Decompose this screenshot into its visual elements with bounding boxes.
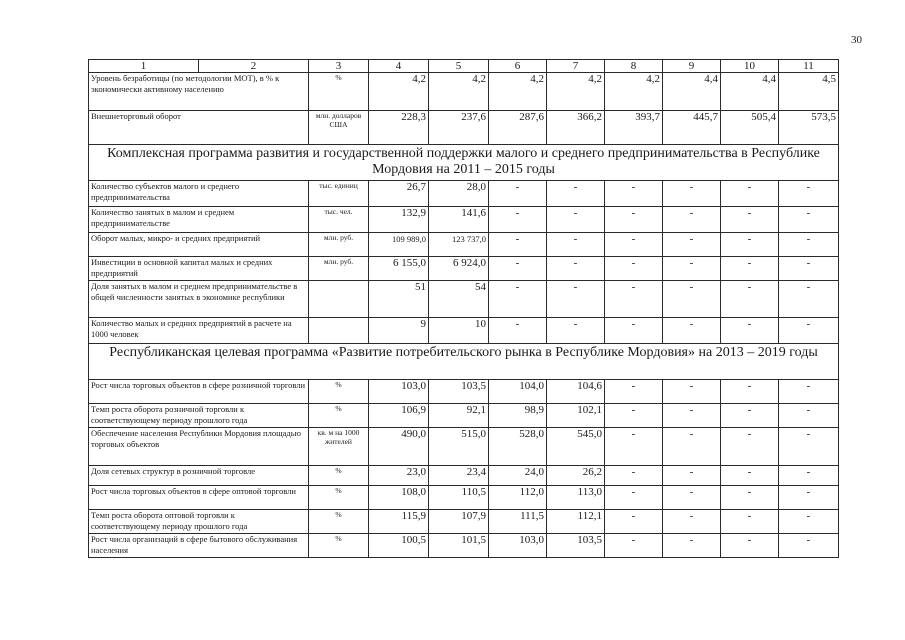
indicator-value: 237,6 [429,111,489,145]
indicator-value: - [779,207,839,233]
indicator-value: - [547,257,605,281]
indicator-value: - [663,534,721,558]
indicator-value: - [721,510,779,534]
indicator-value: - [663,281,721,318]
indicator-value: 4,2 [429,73,489,111]
indicator-value: - [605,181,663,207]
column-number: 5 [429,60,489,73]
indicator-value: 102,1 [547,404,605,428]
indicator-value: 108,0 [369,486,429,510]
column-number: 6 [489,60,547,73]
indicator-unit: % [309,404,369,428]
section-title: Комплексная программа развития и государственной поддержки малого и среднего предпринимательства в Республике Мордовия на 2011 – 2015 годы [89,145,839,181]
indicator-unit [309,281,369,318]
table-row [89,281,839,318]
indicator-unit: млн. долларов США [309,111,369,145]
indicator-value: 445,7 [663,111,721,145]
indicator-unit: % [309,466,369,486]
indicator-value: - [779,257,839,281]
column-number: 4 [369,60,429,73]
indicator-value: 103,0 [489,534,547,558]
table-row [89,428,839,466]
table-row [89,534,839,558]
indicator-value: - [605,207,663,233]
indicator-label: Оборот малых, микро- и средних предприятий [89,233,309,257]
indicator-value: 112,1 [547,510,605,534]
indicator-value: - [779,233,839,257]
indicator-value: - [605,380,663,404]
indicator-value: - [721,318,779,344]
indicator-value: 545,0 [547,428,605,466]
indicator-value: - [547,233,605,257]
indicator-value: 107,9 [429,510,489,534]
indicator-value: - [663,466,721,486]
indicator-value: 505,4 [721,111,779,145]
indicator-value: - [663,486,721,510]
indicator-value: - [605,257,663,281]
indicator-value: 4,2 [489,73,547,111]
indicator-value: - [489,233,547,257]
indicator-value: - [605,318,663,344]
indicator-unit: млн. руб. [309,233,369,257]
indicator-value: - [605,534,663,558]
indicator-value: 24,0 [489,466,547,486]
indicator-value: 98,9 [489,404,547,428]
indicator-value: - [663,428,721,466]
table-row [89,380,839,404]
indicator-unit: % [309,486,369,510]
column-number: 2 [199,60,309,73]
table-row [89,181,839,207]
indicator-value: 112,0 [489,486,547,510]
indicator-value: - [547,181,605,207]
indicator-value: 4,2 [369,73,429,111]
indicator-value: 287,6 [489,111,547,145]
indicator-value: 4,2 [605,73,663,111]
indicator-value: - [663,181,721,207]
indicator-value: 100,5 [369,534,429,558]
indicator-unit: % [309,73,369,111]
indicator-value: - [721,233,779,257]
indicator-value: - [721,380,779,404]
indicator-value: - [489,207,547,233]
indicator-value: 110,5 [429,486,489,510]
indicator-value: - [547,318,605,344]
column-number-row [89,60,839,73]
indicator-value: - [663,404,721,428]
indicator-value: 6 924,0 [429,257,489,281]
indicator-value: 141,6 [429,207,489,233]
indicator-value: - [779,534,839,558]
indicator-unit: % [309,510,369,534]
indicator-label: Доля занятых в малом и среднем предпринимательстве в общей численности занятых в экономике республики [89,281,309,318]
indicator-value: - [489,181,547,207]
indicator-value: 528,0 [489,428,547,466]
indicator-value: - [605,233,663,257]
table-row [89,111,839,145]
indicator-value: 54 [429,281,489,318]
indicator-value: - [663,207,721,233]
indicator-value: 4,5 [779,73,839,111]
indicator-value: - [779,510,839,534]
indicator-value: - [721,486,779,510]
indicator-value: - [605,404,663,428]
table-row [89,466,839,486]
table-row [89,318,839,344]
indicator-unit: кв. м на 1000 жителей [309,428,369,466]
column-number: 10 [721,60,779,73]
column-number: 11 [779,60,839,73]
indicator-value: 28,0 [429,181,489,207]
indicator-value: - [605,510,663,534]
indicator-value: - [489,318,547,344]
indicator-value: - [489,257,547,281]
indicator-value: 26,2 [547,466,605,486]
indicator-value: 393,7 [605,111,663,145]
indicator-value: - [663,233,721,257]
table-row [89,257,839,281]
indicator-value: 106,9 [369,404,429,428]
indicator-value: - [779,428,839,466]
indicator-value: 123 737,0 [429,233,489,257]
indicator-value: 103,5 [547,534,605,558]
indicator-unit: тыс. чел. [309,207,369,233]
indicator-label: Уровень безработицы (по методологии МОТ), в % к экономически активному населению [89,73,309,111]
indicator-value: - [779,466,839,486]
indicator-label: Рост числа торговых объектов в сфере оптовой торговли [89,486,309,510]
indicator-value: 104,0 [489,380,547,404]
column-number: 8 [605,60,663,73]
indicator-value: 92,1 [429,404,489,428]
table-row [89,233,839,257]
indicator-value: 103,0 [369,380,429,404]
indicator-value: - [663,318,721,344]
indicator-value: - [779,404,839,428]
indicator-value: 10 [429,318,489,344]
indicator-unit [309,318,369,344]
indicator-unit: % [309,380,369,404]
indicator-value: - [721,428,779,466]
indicator-value: - [721,281,779,318]
indicator-label: Рост числа торговых объектов в сфере розничной торговли [89,380,309,404]
indicator-value: 101,5 [429,534,489,558]
indicator-value: 132,9 [369,207,429,233]
indicator-label: Количество малых и средних предприятий в расчете на 1000 человек [89,318,309,344]
indicator-value: - [663,510,721,534]
indicator-value: 111,5 [489,510,547,534]
indicator-unit: % [309,534,369,558]
indicator-value: - [663,380,721,404]
indicator-value: 23,0 [369,466,429,486]
indicator-label: Обеспечение населения Республики Мордовия площадью торговых объектов [89,428,309,466]
column-number: 3 [309,60,369,73]
indicator-value: - [779,281,839,318]
indicators-table [88,59,839,558]
indicator-label: Темп роста оборота розничной торговли к соответствующему периоду прошлого года [89,404,309,428]
indicator-value: 4,4 [663,73,721,111]
indicator-value: 51 [369,281,429,318]
section-title-row [89,145,839,181]
indicator-value: 115,9 [369,510,429,534]
indicator-value: - [663,257,721,281]
indicator-value: 6 155,0 [369,257,429,281]
indicator-value: - [721,534,779,558]
table-row [89,510,839,534]
indicator-value: 515,0 [429,428,489,466]
table-row [89,404,839,428]
indicator-value: - [779,318,839,344]
indicator-value: 490,0 [369,428,429,466]
indicator-value: 573,5 [779,111,839,145]
indicator-value: 228,3 [369,111,429,145]
indicator-label: Рост числа организаций в сфере бытового обслуживания населения [89,534,309,558]
indicator-label: Инвестиции в основной капитал малых и средних предприятий [89,257,309,281]
indicator-value: - [721,257,779,281]
column-number: 1 [89,60,199,73]
page-number: 30 [851,34,862,46]
indicator-value: - [547,207,605,233]
indicator-value: 109 989,0 [369,233,429,257]
indicator-value: - [547,281,605,318]
indicator-value: 103,5 [429,380,489,404]
indicator-value: - [721,404,779,428]
indicator-value: 9 [369,318,429,344]
indicator-value: - [489,281,547,318]
indicator-value: - [605,428,663,466]
indicator-label: Количество занятых в малом и среднем предпринимательстве [89,207,309,233]
indicator-value: - [721,207,779,233]
section-title: Республиканская целевая программа «Развитие потребительского рынка в Республике Мордовия» на 2013 – 2019 годы [89,344,839,380]
indicator-label: Темп роста оборота оптовой торговли к соответствующему периоду прошлого года [89,510,309,534]
indicator-value: 104,6 [547,380,605,404]
table-row [89,73,839,111]
indicator-value: 113,0 [547,486,605,510]
indicator-value: - [721,466,779,486]
indicator-label: Количество субъектов малого и среднего предпринимательства [89,181,309,207]
indicator-value: - [779,380,839,404]
column-number: 9 [663,60,721,73]
indicator-value: - [779,181,839,207]
indicator-value: - [605,281,663,318]
indicator-value: 4,4 [721,73,779,111]
indicator-value: - [605,486,663,510]
indicator-value: 26,7 [369,181,429,207]
indicator-label: Внешнеторговый оборот [89,111,309,145]
indicator-value: 23,4 [429,466,489,486]
indicator-value: - [605,466,663,486]
indicator-unit: млн. руб. [309,257,369,281]
table-row [89,486,839,510]
indicator-value: 4,2 [547,73,605,111]
table-row [89,207,839,233]
indicator-label: Доля сетевых структур в розничной торговле [89,466,309,486]
indicator-value: - [721,181,779,207]
column-number: 7 [547,60,605,73]
indicator-unit: тыс. единиц [309,181,369,207]
indicator-value: 366,2 [547,111,605,145]
section-title-row [89,344,839,380]
indicator-value: - [779,486,839,510]
